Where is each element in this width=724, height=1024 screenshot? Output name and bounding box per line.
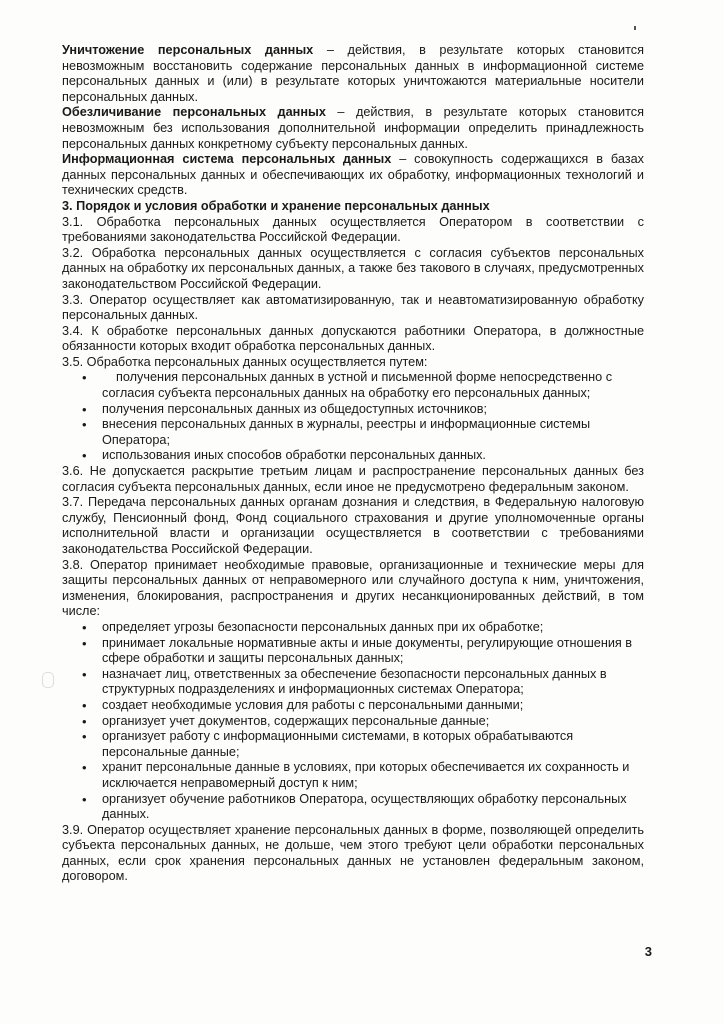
page-number: 3 bbox=[644, 944, 652, 959]
clause-3-1: 3.1. Обработка персональных данных осуществляется Оператором в соответствии с требованиями законодательства Российской Федерации. bbox=[62, 214, 644, 245]
clause-3-3: 3.3. Оператор осуществляет как автоматизированную, так и неавтоматизированную обработку персональных данных. bbox=[62, 292, 644, 323]
definition-destruction bbox=[62, 43, 644, 105]
section-heading: 3. Порядок и условия обработки и хранение персональных данных bbox=[62, 198, 490, 213]
list-item: • назначает лиц, ответственных за обеспечение безопасности персональных данных в структурных подразделениях и информационных системах Оператора; bbox=[102, 667, 644, 698]
clause-3-6: 3.6. Не допускается раскрытие третьим лицам и распространение персональных данных без согласия субъекта персональных данных, если иное не предусмотрено федеральным законом. bbox=[62, 464, 644, 494]
scan-speck bbox=[634, 26, 636, 30]
definition-text: – действия, в результате которых становится невозможным восстановить содержание персональных данных в информационной системе персональных данных и (или) в результате которых уничтожаются материальные носители персональных данных. bbox=[62, 43, 644, 104]
clause-3-4: 3.4. К обработке персональных данных допускаются работники Оператора, в должностные обязанности которых входит обработка персональных данных. bbox=[62, 323, 644, 354]
list-item: • использования иных способов обработки персональных данных. bbox=[102, 448, 644, 464]
list-item: • организует обучение работников Оператора, осуществляющих обработку персональных данных. bbox=[102, 792, 644, 823]
clause-3-8-list bbox=[62, 620, 644, 823]
definition-information-system bbox=[62, 152, 644, 199]
list-item: • получения персональных данных в устной и письменной форме непосредственно с согласия субъекта персональных данных на обработку его персональных данных; bbox=[102, 370, 644, 401]
definition-term: Уничтожение персональных данных bbox=[62, 43, 314, 57]
list-item: • внесения персональных данных в журналы, реестры и информационные системы Оператора; bbox=[102, 417, 644, 448]
list-item: • принимает локальные нормативные акты и иные документы, регулирующие отношения в сфере обработки и защиты персональных данных; bbox=[102, 636, 644, 667]
definition-depersonalization bbox=[62, 105, 644, 152]
list-item: • определяет угрозы безопасности персональных данных при их обработке; bbox=[102, 620, 644, 636]
clause-3-5-list bbox=[62, 370, 644, 464]
list-item: • получения персональных данных из общедоступных источников; bbox=[102, 402, 644, 418]
clause-3-5: 3.5. Обработка персональных данных осуществляется путем: bbox=[62, 354, 428, 369]
clause-3-2: 3.2. Обработка персональных данных осуществляется с согласия субъектов персональных данных на обработку их персональных данных, а также без такового в случаях, предусмотренных законодательством Российской Федерации. bbox=[62, 245, 644, 291]
clause-3-8: 3.8. Оператор принимает необходимые правовые, организационные и технические меры для защиты персональных данных от неправомерного или случайного доступа к ним, уничтожения, изменения, блокирования, распространения и других несанкционированных действий, в том числе: bbox=[62, 557, 644, 619]
list-item: • создает необходимые условия для работы с персональными данными; bbox=[102, 698, 644, 714]
clause-3-9: 3.9. Оператор осуществляет хранение персональных данных в форме, позволяющей определить субъекта персональных данных, не дольше, чем этого требуют цели обработки персональных данных, если срок хранения персональных данных не установлен федеральным законом, договором. bbox=[62, 822, 644, 884]
list-item: • хранит персональные данные в условиях, при которых обеспечивается их сохранность и исключается неправомерный доступ к ним; bbox=[102, 760, 644, 791]
list-item: • организует работу с информационными системами, в которых обрабатываются персональные данные; bbox=[102, 729, 644, 760]
definition-text: – действия, в результате которых становится невозможным без использования дополнительной информации определить принадлежность персональных данных конкретному субъекту персональных данных. bbox=[62, 105, 644, 151]
clause-3-7: 3.7. Передача персональных данных органам дознания и следствия, в Федеральную налоговую службу, Пенсионный фонд, Фонд социального страхования и другие уполномоченные органы исполнительной власти и организации осуществляется в соответствии с требованиями законодательства Российской Федерации. bbox=[62, 495, 644, 556]
definition-text: – совокупность содержащихся в базах данных персональных данных и обеспечивающих их обработку, информационных технологий и технических средств. bbox=[62, 152, 644, 198]
scan-smudge bbox=[42, 672, 54, 688]
definition-term: Обезличивание персональных данных bbox=[62, 105, 326, 120]
definition-term: Информационная система персональных данных bbox=[62, 152, 392, 167]
list-item: • организует учет документов, содержащих персональные данные; bbox=[102, 714, 644, 730]
